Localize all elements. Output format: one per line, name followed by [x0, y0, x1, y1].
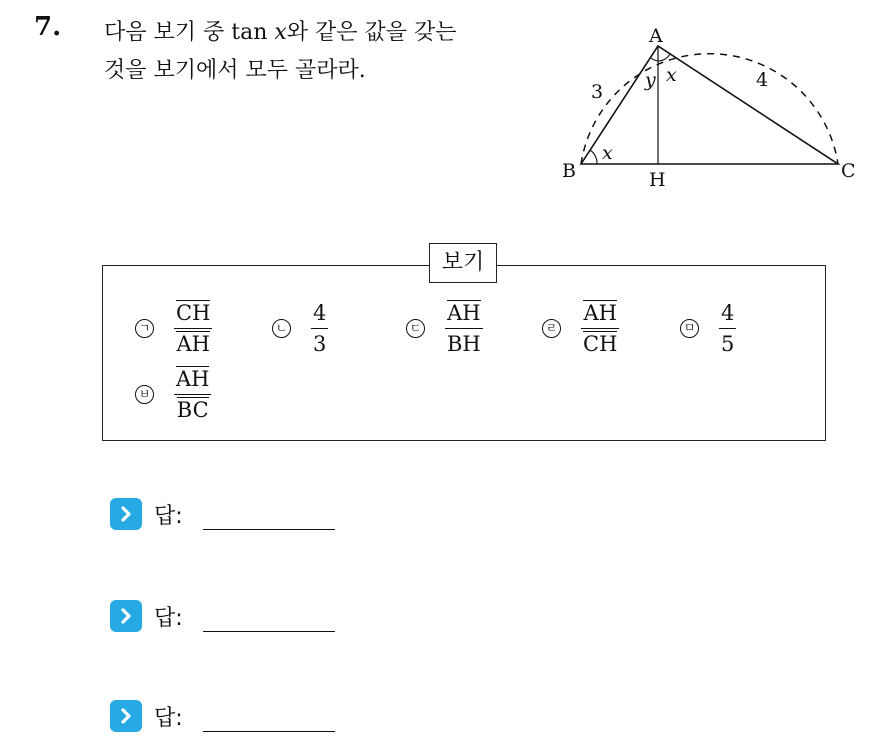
choice-fraction: $\frac{4}{3}$: [313, 301, 327, 357]
question-line-2: 것을 보기에서 모두 골라라.: [104, 58, 366, 83]
choice-fraction: $\frac{AH}{CH}$: [583, 301, 618, 357]
choice-mieum[interactable]: [680, 300, 736, 357]
triangle-figure: [560, 20, 870, 194]
label-angle-x: x: [666, 64, 677, 86]
choice-mark: ㄴ: [272, 319, 291, 338]
answer-input-line[interactable]: [203, 601, 335, 632]
answer-label: 답:: [154, 503, 183, 529]
question-line-1: 다음 보기 중 tan x와 같은 값을 갖는: [104, 20, 457, 45]
label-ac-length: 4: [756, 69, 769, 91]
choice-mark: ㅁ: [680, 319, 699, 338]
question-text: [104, 14, 457, 90]
choice-digeut[interactable]: [406, 300, 483, 357]
choice-mark: ㅂ: [135, 385, 154, 404]
label-b: B: [562, 160, 576, 182]
choice-fraction: $\frac{4}{5}$: [721, 301, 735, 357]
label-angle-b: x: [602, 142, 613, 164]
choice-rieul[interactable]: [542, 300, 619, 357]
choice-giyeok[interactable]: [135, 300, 212, 357]
choice-mark: ㄱ: [135, 319, 154, 338]
angle-b-arc: [590, 150, 597, 164]
choice-fraction: $\frac{AH}{BC}$: [176, 367, 210, 423]
angle-y-arc: [651, 58, 658, 61]
chevron-right-icon: [110, 600, 142, 632]
label-angle-y: y: [645, 69, 656, 91]
choice-nieun[interactable]: [272, 300, 328, 357]
angle-x-arc: [658, 54, 670, 61]
bogi-title: 보기: [429, 243, 497, 283]
choice-mark: ㄷ: [406, 319, 425, 338]
choice-mark: ㄹ: [542, 319, 561, 338]
answer-input-line[interactable]: [203, 701, 335, 732]
answer-label: 답:: [154, 705, 183, 731]
label-ab-length: 3: [591, 81, 604, 103]
circumcircle-arc: [581, 54, 838, 164]
answer-input-line[interactable]: [203, 499, 335, 530]
answer-label: 답:: [154, 605, 183, 631]
choice-bieup[interactable]: [135, 366, 211, 423]
question-number: 7.: [34, 12, 62, 42]
answer-row-2: [110, 600, 335, 632]
label-h: H: [649, 169, 666, 190]
choice-fraction: $\frac{AH}{BH}$: [447, 301, 481, 357]
chevron-right-icon: [110, 700, 142, 732]
answer-row-1: [110, 498, 335, 530]
chevron-right-icon: [110, 498, 142, 530]
label-a: A: [649, 25, 663, 47]
choice-fraction: $\frac{CH}{AH}$: [176, 301, 211, 357]
answer-row-3: [110, 700, 335, 732]
triangle-abc: [581, 46, 838, 164]
label-c: C: [841, 160, 856, 182]
